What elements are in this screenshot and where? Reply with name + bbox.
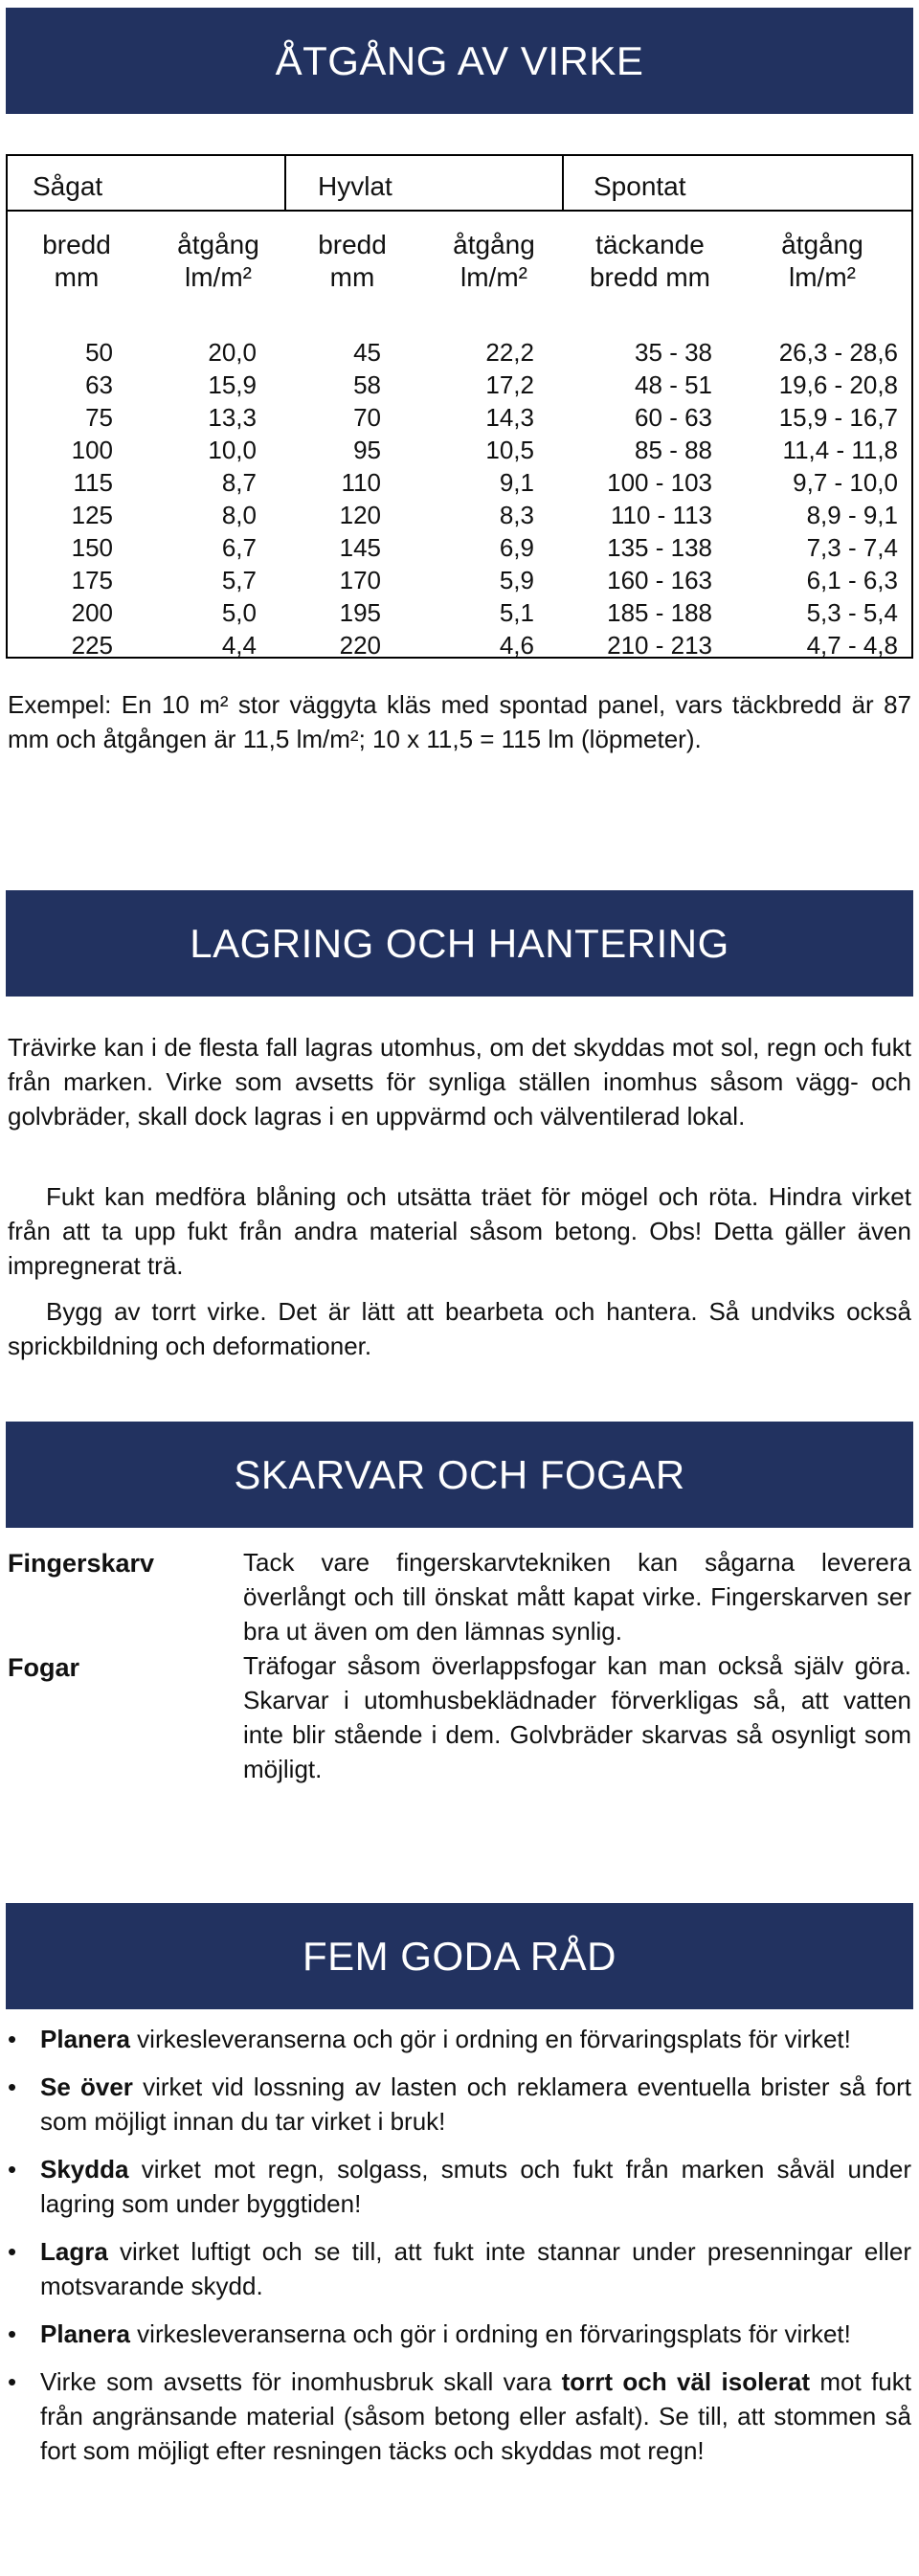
tips-list (8, 2022, 911, 2481)
table-cell: 100 (71, 436, 113, 464)
table-cell: 110 - 113 (610, 501, 712, 529)
bullet-icon: • (8, 2319, 17, 2348)
bullet-icon: • (8, 2237, 17, 2266)
column-values (142, 336, 257, 661)
group-label-tongued: Spontat (594, 171, 686, 201)
list-item: • Lagra virket luftigt och se till, att fukt inte stannar under presenningar eller motsvarande skydd. (8, 2234, 911, 2303)
table-cell: 10,5 (485, 436, 534, 464)
table-cell: 50 (85, 338, 113, 367)
table-cell: 150 (71, 533, 113, 562)
table-cell: 8,9 - 9,1 (806, 501, 898, 529)
bullet-icon: • (8, 2072, 17, 2101)
table-divider (8, 210, 911, 212)
table-cell: 7,3 - 7,4 (806, 533, 898, 562)
column-header: täckande bredd mm (589, 230, 711, 292)
table-cell: 8,3 (499, 501, 534, 529)
table-cell: 15,9 (208, 370, 257, 399)
term-joints: Fogar (8, 1653, 80, 1682)
table-cell: 4,4 (221, 631, 257, 660)
table-cell: 8,0 (221, 501, 257, 529)
section-banner-tips (6, 1903, 913, 2009)
table-cell: 4,6 (499, 631, 534, 660)
table-cell: 5,7 (221, 566, 257, 594)
table-cell: 15,9 - 16,7 (778, 403, 898, 432)
definition-joints: Träfogar såsom överlappsfogar kan man också själv göra. Skarvar i utomhusbeklädnader förverkligas så, att vatten inte blir stående i dem. Golvbräder skarvas så osynligt som möjligt. (243, 1651, 911, 1783)
list-item: • Planera virkesleveranserna och gör i ordning en förvaringsplats för virket! (8, 2317, 911, 2351)
table-cell: 95 (353, 436, 381, 464)
table-cell: 45 (353, 338, 381, 367)
table-cell: 125 (71, 501, 113, 529)
section-banner-joints (6, 1422, 913, 1528)
table-cell: 63 (85, 370, 113, 399)
column-values (741, 336, 898, 661)
table-cell: 9,7 - 10,0 (793, 468, 898, 497)
table-divider (284, 156, 286, 210)
bullet-icon: • (8, 2155, 17, 2184)
table-cell: 75 (85, 403, 113, 432)
list-item: • Virke som avsetts för inomhusbruk skall vara torrt och väl isolerat mot fukt från angränsande material (såsom betong eller asfalt). Se till, att stommen så fort som möjligt efter resningen täcks och skyddas mot regn! (8, 2364, 911, 2468)
table-cell: 60 - 63 (635, 403, 712, 432)
column-header: bredd mm (42, 230, 111, 292)
table-cell: 17,2 (485, 370, 534, 399)
column-values (17, 336, 113, 661)
table-cell: 5,3 - 5,4 (806, 598, 898, 627)
table-cell: 26,3 - 28,6 (778, 338, 898, 367)
table-cell: 160 - 163 (607, 566, 712, 594)
table-cell: 145 (339, 533, 381, 562)
list-item: • Se över virket vid lossning av lasten och reklamera eventuella brister så fort som möjligt innan du tar virket i bruk! (8, 2070, 911, 2139)
column-values (410, 336, 534, 661)
table-cell: 175 (71, 566, 113, 594)
table-cell: 10,0 (208, 436, 257, 464)
table-cell: 8,7 (221, 468, 257, 497)
column-header: åtgång lm/m² (177, 230, 259, 292)
table-cell: 225 (71, 631, 113, 660)
table-cell: 5,0 (221, 598, 257, 627)
table-cell: 220 (339, 631, 381, 660)
group-label-planed: Hyvlat (318, 171, 392, 201)
column-header: bredd mm (318, 230, 387, 292)
table-cell: 19,6 - 20,8 (778, 370, 898, 399)
table-cell: 9,1 (499, 468, 534, 497)
bullet-icon: • (8, 2025, 17, 2053)
table-cell: 5,9 (499, 566, 534, 594)
term-finger-joint: Fingerskarv (8, 1549, 155, 1578)
group-label-sawn: Sågat (33, 171, 103, 201)
table-cell: 210 - 213 (607, 631, 712, 660)
table-cell: 6,1 - 6,3 (806, 566, 898, 594)
section-title: ÅTGÅNG AV VIRKE (275, 37, 644, 83)
section-title: SKARVAR OCH FOGAR (234, 1451, 685, 1497)
storage-paragraph: Bygg av torrt virke. Det är lätt att bearbeta och hantera. Så undviks också sprickbildning och deformationer. (8, 1297, 911, 1360)
bullet-icon: • (8, 2367, 17, 2396)
table-cell: 6,9 (499, 533, 534, 562)
table-cell: 70 (353, 403, 381, 432)
storage-paragraph: Fukt kan medföra blåning och utsätta träet för mögel och röta. Hindra virket från att ta upp fukt från andra material såsom betong. Obs! Detta gäller även impregnerat trä. (8, 1182, 911, 1280)
table-cell: 85 - 88 (635, 436, 712, 464)
table-cell: 20,0 (208, 338, 257, 367)
table-cell: 110 (341, 468, 381, 497)
table-cell: 120 (339, 501, 381, 529)
definition-finger-joint: Tack vare fingerskarvtekniken kan sågarna leverera överlångt och till önskat mått kapat virke. Fingerskarven ser bra ut även om den lämnas synlig. (243, 1548, 911, 1646)
table-cell: 200 (71, 598, 113, 627)
consumption-table (6, 154, 913, 659)
storage-paragraph: Trävirke kan i de flesta fall lagras utomhus, om det skyddas mot sol, regn och fukt från marken. Virke som avsetts för synliga ställen inomhus såsom vägg- och golvbräder, skall dock lagras i en uppvärmd och välventilerad lokal. (8, 1033, 911, 1131)
example-text: Exempel: En 10 m² stor väggyta kläs med spontad panel, vars täckbredd är 87 mm och åtgången är 11,5 lm/m²; 10 x 11,5 = 115 lm (löpmeter). (8, 690, 911, 753)
column-header: åtgång lm/m² (453, 230, 535, 292)
table-cell: 185 - 188 (607, 598, 712, 627)
section-banner-consumption (6, 8, 913, 114)
table-cell: 170 (339, 566, 381, 594)
table-cell: 11,4 - 11,8 (782, 436, 898, 464)
table-cell: 6,7 (221, 533, 257, 562)
table-cell: 22,2 (485, 338, 534, 367)
table-cell: 4,7 - 4,8 (806, 631, 898, 660)
table-cell: 5,1 (499, 598, 534, 627)
table-cell: 115 (73, 468, 113, 497)
table-cell: 58 (353, 370, 381, 399)
table-cell: 195 (339, 598, 381, 627)
table-cell: 35 - 38 (635, 338, 712, 367)
column-values (276, 336, 381, 661)
list-item: • Skydda virket mot regn, solgass, smuts och fukt från marken såväl under lagring som under byggtiden! (8, 2152, 911, 2221)
section-banner-storage (6, 890, 913, 997)
section-title: LAGRING OCH HANTERING (190, 920, 729, 966)
table-cell: 100 - 103 (607, 468, 712, 497)
table-cell: 13,3 (208, 403, 257, 432)
table-cell: 48 - 51 (635, 370, 712, 399)
table-divider (562, 156, 564, 210)
table-cell: 14,3 (485, 403, 534, 432)
column-values (563, 336, 712, 661)
section-title: FEM GODA RÅD (302, 1933, 617, 1979)
table-cell: 135 - 138 (607, 533, 712, 562)
column-header: åtgång lm/m² (781, 230, 863, 292)
list-item: • Planera virkesleveranserna och gör i ordning en förvaringsplats för virket! (8, 2022, 911, 2056)
